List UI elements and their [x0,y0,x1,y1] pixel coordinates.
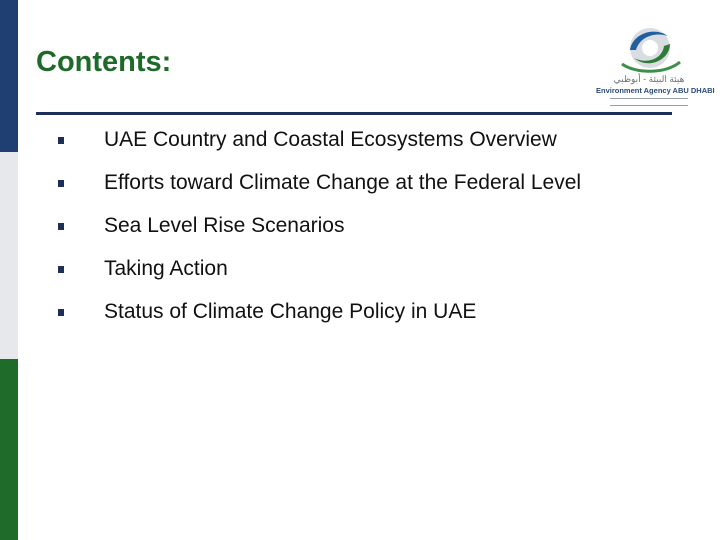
square-bullet-icon [58,137,64,144]
slide-title: Contents: [36,46,172,78]
list-item-text: Efforts toward Climate Change at the Federal Level [104,171,582,194]
square-bullet-icon [58,309,64,316]
list-item-text: Taking Action [104,257,228,280]
list-item [58,212,345,240]
square-bullet-icon [58,180,64,187]
logo-english-text: Environment Agency ABU DHABI [596,86,715,95]
list-item [58,169,582,197]
list-item [58,126,557,154]
square-bullet-icon [58,266,64,273]
list-item-text: Status of Climate Change Policy in UAE [104,300,477,323]
list-item [58,255,228,283]
square-bullet-icon [58,223,64,230]
list-item [58,298,477,326]
list-item-text: UAE Country and Coastal Ecosystems Overview [104,128,557,151]
logo-arabic-text: هيئة البيئة - أبوظبي [613,74,685,84]
list-item-text: Sea Level Rise Scenarios [104,214,345,237]
